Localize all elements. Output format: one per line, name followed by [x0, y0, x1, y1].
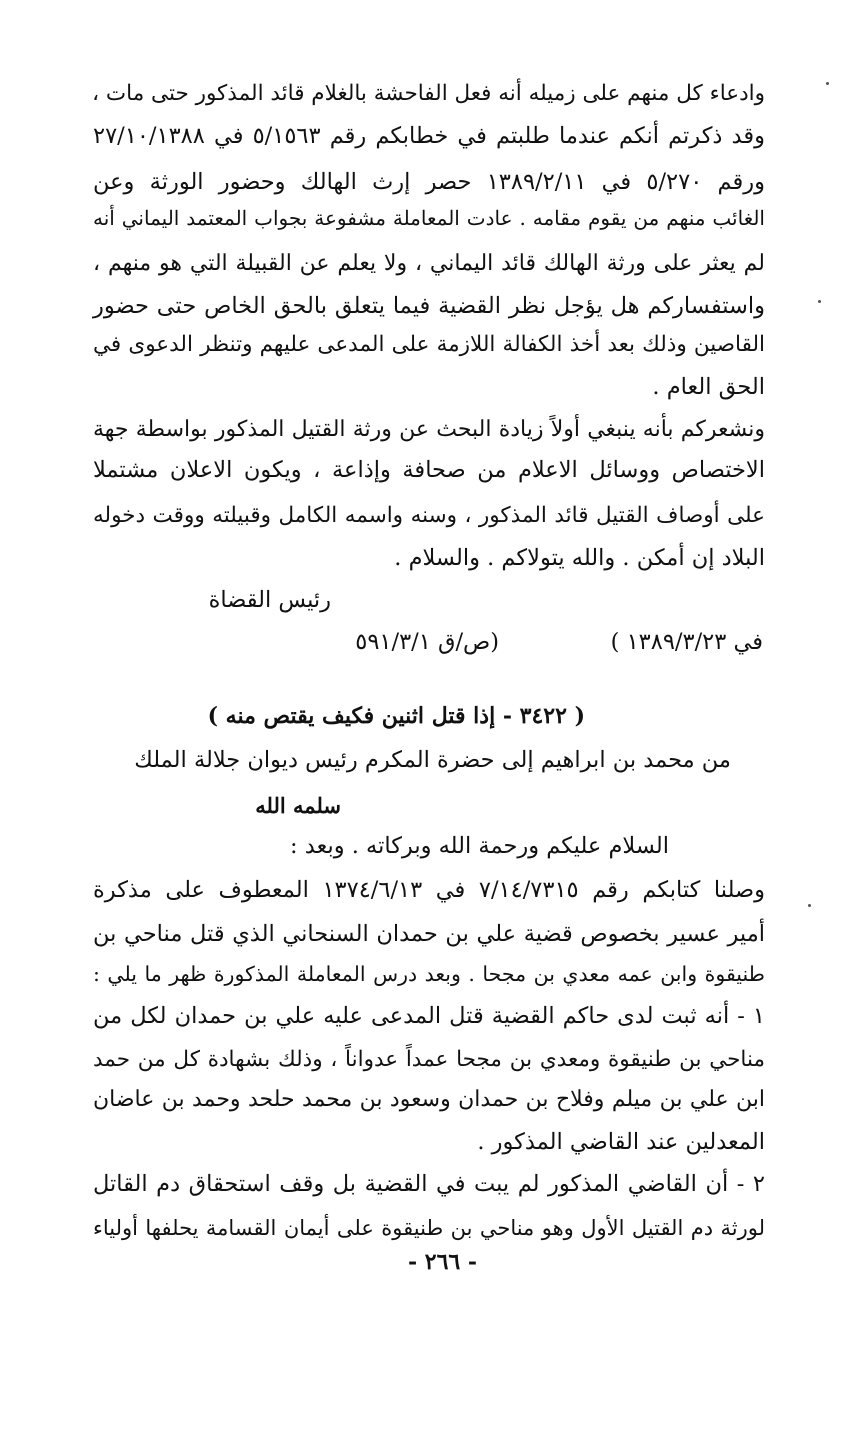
text-line: ١ - أنه ثبت لدى حاكم القضية قتل المدعى عليه علي بن حمدان لكل من — [93, 1003, 765, 1029]
text-line: البلاد إن أمكن . والله يتولاكم . والسلام . — [394, 545, 765, 571]
text-line: ٢ - أن القاضي المذكور لم يبت في القضية بل وقف استحقاق دم القاتل — [93, 1171, 765, 1197]
text-line: القاصين وذلك بعد أخذ الكفالة اللازمة على المدعى عليهم وتنظر الدعوى في — [93, 332, 765, 357]
text-line: الاختصاص ووسائل الاعلام من صحافة وإذاعة ، ويكون الاعلان مشتملا — [93, 457, 765, 483]
text-line: ابن علي بن ميلم وفلاح بن حمدان وسعود بن محمد حلحد وحمد بن عاضان — [93, 1087, 765, 1112]
text-line: على أوصاف القتيل قائد المذكور ، وسنه واسمه الكامل وقبيلته ووقت دخوله — [93, 503, 765, 528]
text-line: الغائب منهم من يقوم مقامه . عادت المعاملة مشفوعة بجواب المعتمد اليماني أنه — [93, 206, 765, 230]
signature-date: في ١٣٨٩/٣/٢٣ ) — [610, 629, 763, 655]
section-heading: ( ٣٤٢٢ - إذا قتل اثنين فكيف يقتص منه ) — [207, 703, 585, 729]
page-number: - ٢٦٦ - — [408, 1249, 478, 1275]
signature-title: رئيس القضاة — [208, 587, 331, 613]
text-line: وادعاء كل منهم على زميله أنه فعل الفاحشة بالغلام قائد المذكور حتى مات ، — [92, 81, 765, 106]
address-line: من محمد بن ابراهيم إلى حضرة المكرم رئيس ديوان جلالة الملك — [134, 747, 731, 773]
signature-ref: (ص/ق ٥٩١/٣/١ — [355, 629, 499, 655]
scan-speck — [826, 82, 829, 85]
text-line: واستفساركم هل يؤجل نظر القضية فيما يتعلق بالحق الخاص حتى حضور — [93, 293, 765, 319]
text-line: لم يعثر على ورثة الهالك قائد اليماني ، ولا يعلم عن القبيلة التي هو منهم ، — [93, 251, 766, 276]
scan-speck — [808, 904, 811, 907]
address-blessing: سلمه الله — [255, 793, 341, 818]
text-line: لورثة دم القتيل الأول وهو مناحي بن طنيقوة على أيمان القسامة يحلفها أولياء — [93, 1216, 765, 1240]
text-line: أمير عسير بخصوص قضية علي بن حمدان السنحاني الذي قتل مناحي بن — [93, 921, 765, 947]
greeting: السلام عليكم ورحمة الله وبركاته . وبعد : — [290, 833, 669, 859]
text-line: طنيقوة وابن عمه معدي بن مجحا . وبعد درس المعاملة المذكورة ظهر ما يلي : — [93, 962, 765, 986]
text-line: ونشعركم بأنه ينبغي أولاً زيادة البحث عن ورثة القتيل المذكور بواسطة جهة — [93, 417, 765, 442]
text-line: مناحي بن طنيقوة ومعدي بن مجحا عمداً عدواناً ، وذلك بشهادة كل من حمد — [93, 1047, 765, 1072]
scan-speck — [818, 300, 821, 303]
text-line: ورقم ٥/٢٧٠ في ١٣٨٩/٢/١١ حصر إرث الهالك وحضور الورثة وعن — [93, 169, 765, 195]
text-line: المعدلين عند القاضي المذكور . — [477, 1129, 765, 1155]
text-line: وصلنا كتابكم رقم ٧/١٤/٧٣١٥ في ١٣٧٤/٦/١٣ المعطوف على مذكرة — [93, 877, 766, 903]
text-line: الحق العام . — [652, 374, 765, 400]
text-line: وقد ذكرتم أنكم عندما طلبتم في خطابكم رقم ٥/١٥٦٣ في ٢٧/١٠/١٣٨٨ — [93, 123, 765, 149]
